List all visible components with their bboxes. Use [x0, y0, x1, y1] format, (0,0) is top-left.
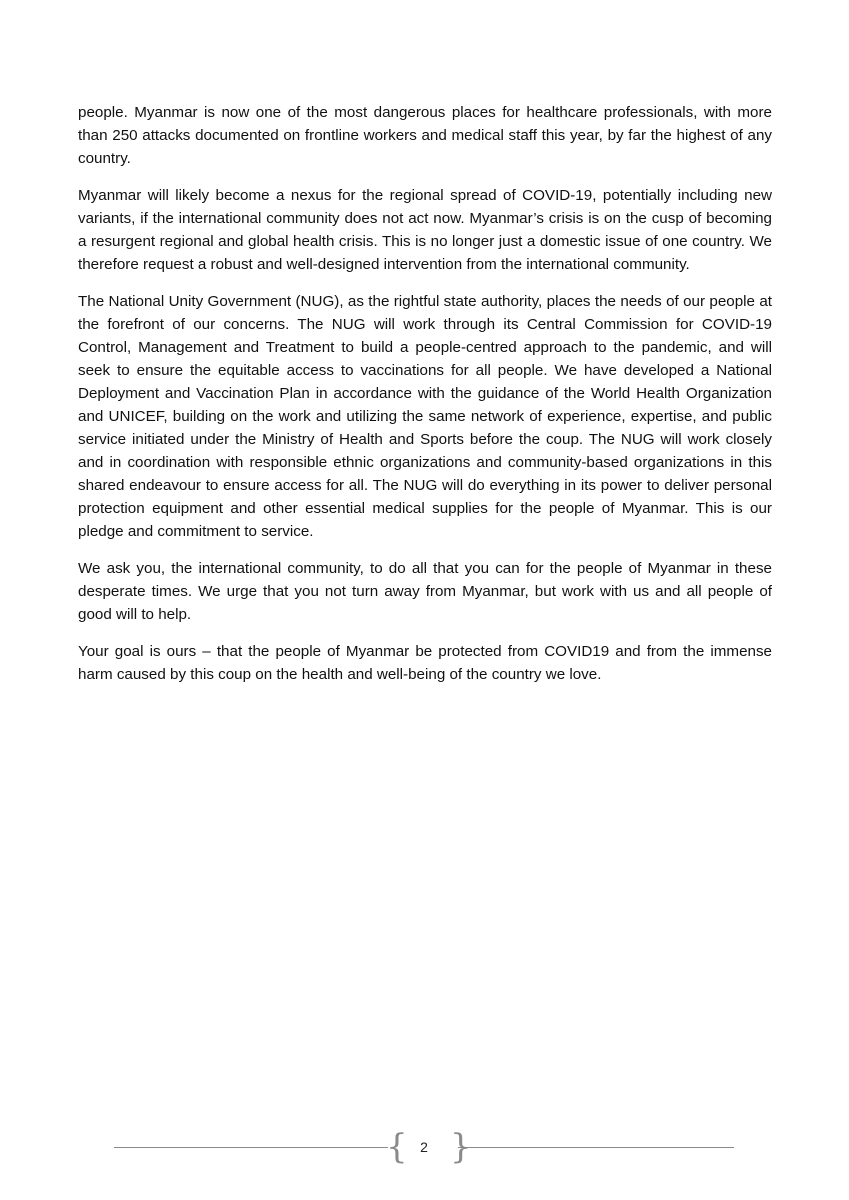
paragraph-international-appeal: We ask you, the international community, to do all that you can for the people of Myanmar in these desperate times. We urge that you not turn away from Myanmar, but work with us and all people of good will to help. [78, 560, 772, 623]
paragraph-nug-commitment: The National Unity Government (NUG), as the rightful state authority, places the needs of our people at the forefront of our concerns. The NUG will work through its Central Commission for COVID-19 Control, Management and Treatment to build a people-centred approach to the pandemic, and will seek to ensure the equitable access to vaccinations for all people. We have developed a National Deployment and Vaccination Plan in accordance with the guidance of the World Health Organization and UNICEF, building on the work and utilizing the same network of experience, expertise, and public service initiated under the Ministry of Health and Sports before the coup. The NUG will work closely and in coordination with responsible ethnic organizations and community-based organizations in this shared endeavour to ensure access for all. The NUG will do everything in its power to deliver personal protection equipment and other essential medical supplies for the people of Myanmar. This is our pledge and commitment to service. [78, 293, 772, 540]
paragraph-shared-goal: Your goal is ours – that the people of Myanmar be protected from COVID19 and from the immense harm caused by this coup on the health and well-being of the country we love. [78, 643, 772, 683]
paragraph-healthcare-attacks: people. Myanmar is now one of the most dangerous places for healthcare professionals, with more than 250 attacks documented on frontline workers and medical staff this year, by far the highest of any country. [78, 104, 772, 167]
footer-rule-right [458, 1147, 734, 1148]
footer-rule-left [114, 1147, 388, 1148]
page-number: 2 [420, 1139, 428, 1155]
document-body [78, 101, 772, 700]
page-footer [114, 1127, 734, 1170]
footer-brace-left: { [386, 1127, 408, 1167]
paragraph-regional-spread: Myanmar will likely become a nexus for the regional spread of COVID-19, potentially including new variants, if the international community does not act now. Myanmar’s crisis is on the cusp of becoming a resurgent regional and global health crisis. This is no longer just a domestic issue of one country. We therefore request a robust and well-designed intervention from the international community. [78, 187, 772, 273]
footer-brace-right: } [450, 1127, 472, 1167]
